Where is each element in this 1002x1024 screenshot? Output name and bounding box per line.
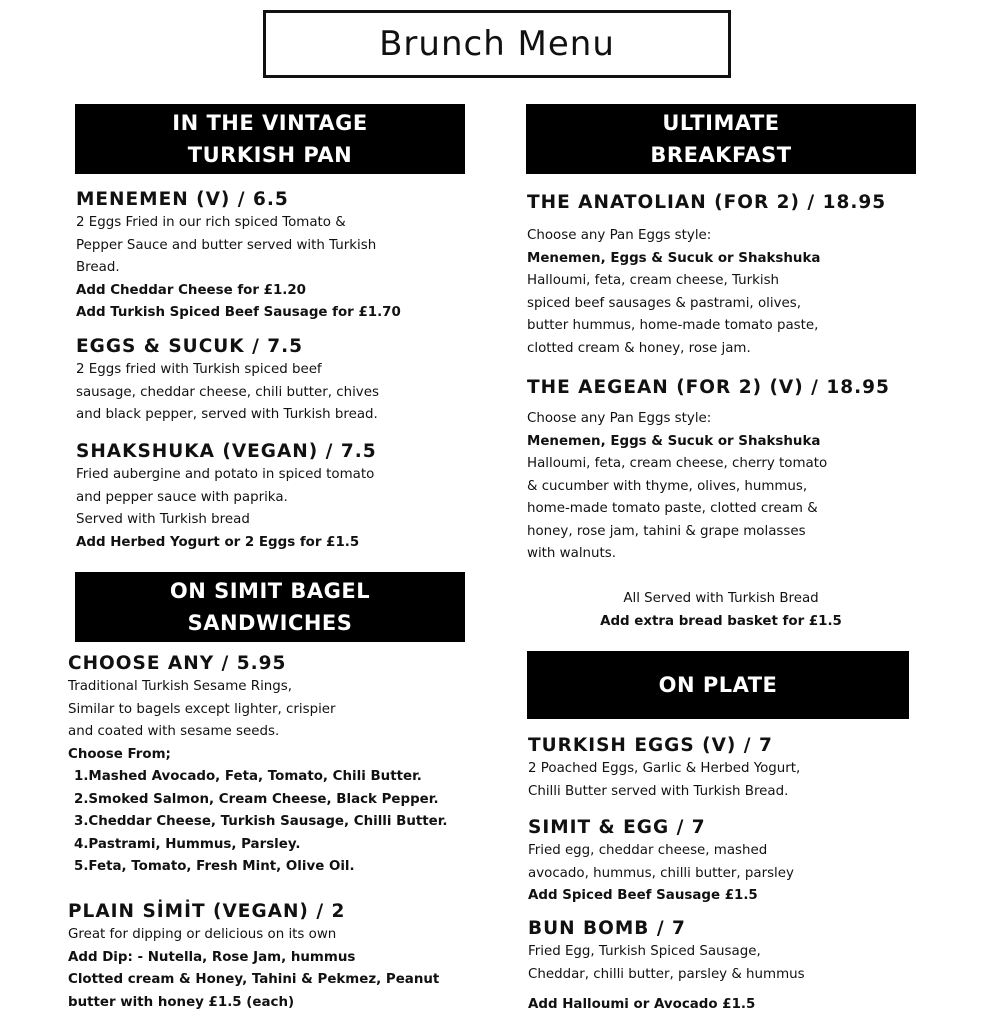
menu-item-menemen: MENEMEN (V) / 6.5 2 Eggs Fried in our rich spiced Tomato & Pepper Sauce and butter served with Turkish Bread. Add Cheddar Cheese for £1.20 Add Turkish Spiced Beef Sausage for £1.70: [76, 189, 401, 320]
option-1: 1.Mashed Avocado, Feta, Tomato, Chili Butter.: [74, 769, 422, 784]
option-2: 2.Smoked Salmon, Cream Cheese, Black Pepper.: [74, 791, 439, 807]
menu-item-shakshuka: SHAKSHUKA (VEGAN) / 7.5 Fried aubergine and potato in spiced tomato and pepper sauce with paprika. Served with Turkish bread Add Herbed Yogurt or 2 Eggs for £1.5: [76, 441, 377, 550]
item-title: SHAKSHUKA (VEGAN) / 7.5: [76, 441, 377, 462]
page-title: Brunch Menu: [263, 10, 731, 78]
option-4: 4.Pastrami, Hummus, Parsley.: [74, 836, 301, 852]
item-title: THE ANATOLIAN (FOR 2) / 18.95: [527, 192, 887, 213]
item-title: EGGS & SUCUK / 7.5: [76, 336, 304, 357]
menu-item-choose-any: CHOOSE ANY / 5.95 Traditional Turkish Sesame Rings, Similar to bagels except lighter, crispier and coated with sesame seeds. Choose From; 1.Mashed Avocado, Feta, Tomato, Chili Butter. 2.Smoked Salmon, Cream Cheese, Black Pepper. 3.Cheddar Cheese, Turkish Sausage, Chilli Butter. 4.Pastrami, Hummus, Parsley. 5.Feta, Tomato, Fresh Mint, Olive Oil.: [68, 652, 448, 879]
menu-item-simit-egg: SIMIT & EGG / 7 Fried egg, cheddar cheese, mashed avocado, hummus, chilli butter, parsley Add Spiced Beef Sausage £1.5: [528, 817, 794, 903]
section-heading-on-plate: ON PLATE: [527, 651, 909, 719]
option-5: 5.Feta, Tomato, Fresh Mint, Olive Oil.: [74, 859, 355, 874]
menu-item-anatolian: THE ANATOLIAN (FOR 2) / 18.95 Choose any Pan Eggs style: Menemen, Eggs & Sucuk or Shakshuka Halloumi, feta, cream cheese, Turkish spiced beef sausages & pastrami, olives, butter hummus, home-made tomato paste, clotted cream & honey, rose jam.: [527, 192, 887, 356]
item-title: THE AEGEAN (FOR 2) (V) / 18.95: [527, 377, 890, 398]
served-note: All Served with Turkish Bread Add extra bread basket for £1.5: [600, 591, 842, 629]
item-title: TURKISH EGGS (V) / 7: [528, 735, 773, 756]
item-title: MENEMEN (V) / 6.5: [76, 189, 289, 210]
section-heading-simit-sandwiches: ON SIMIT BAGEL SANDWICHES: [75, 572, 465, 642]
menu-item-aegean: THE AEGEAN (FOR 2) (V) / 18.95 Choose any Pan Eggs style: Menemen, Eggs & Sucuk or Shakshuka Halloumi, feta, cream cheese, cherry tomato & cucumber with thyme, olives, hummus, home-made tomato paste, clotted cream & honey, rose jam, tahini & grape molasses with walnuts.: [527, 377, 890, 561]
section-heading-vintage-pan: IN THE VINTAGE TURKISH PAN: [75, 104, 465, 174]
section-heading-ultimate-breakfast: ULTIMATE BREAKFAST: [526, 104, 916, 174]
option-3: 3.Cheddar Cheese, Turkish Sausage, Chilli Butter.: [74, 814, 448, 829]
menu-item-plain-simit: PLAIN SİMİT (VEGAN) / 2 Great for dipping or delicious on its own Add Dip: - Nutella, Rose Jam, hummus Clotted cream & Honey, Tahini & Pekmez, Peanut butter with honey £1.5 (each): [68, 901, 440, 1010]
item-title: PLAIN SİMİT (VEGAN) / 2: [68, 901, 346, 922]
item-title: SIMIT & EGG / 7: [528, 817, 706, 838]
item-title: BUN BOMB / 7: [528, 918, 686, 939]
menu-item-bun-bomb: BUN BOMB / 7 Fried Egg, Turkish Spiced Sausage, Cheddar, chilli butter, parsley & hummus Add Halloumi or Avocado £1.5: [528, 918, 805, 1012]
menu-item-eggs-sucuk: EGGS & SUCUK / 7.5 2 Eggs fried with Turkish spiced beef sausage, cheddar cheese, chili butter, chives and black pepper, served with Turkish bread.: [76, 336, 379, 422]
item-title: CHOOSE ANY / 5.95: [68, 653, 287, 674]
menu-item-turkish-eggs: TURKISH EGGS (V) / 7 2 Poached Eggs, Garlic & Herbed Yogurt, Chilli Butter served with Turkish Bread.: [528, 735, 801, 799]
